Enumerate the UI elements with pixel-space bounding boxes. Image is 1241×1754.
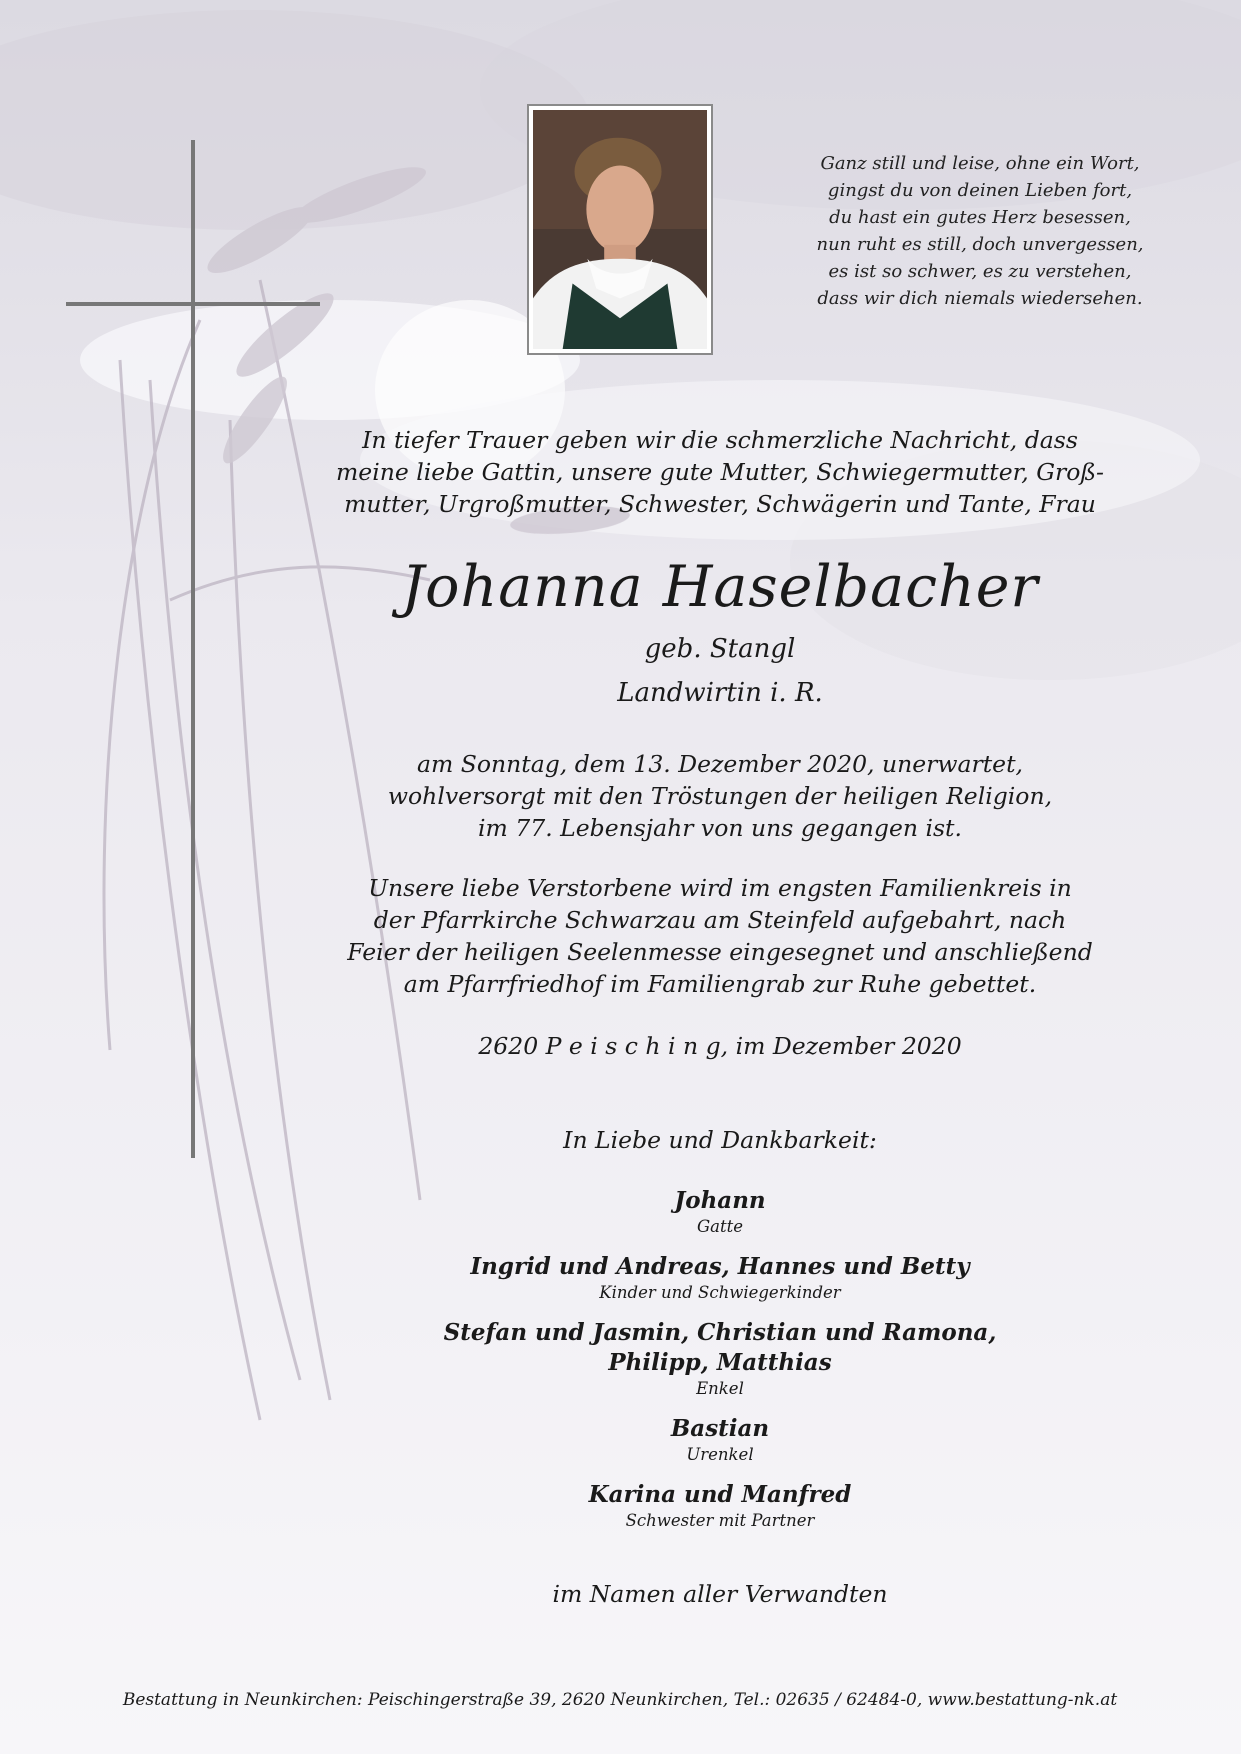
poem-line: gingst du von deinen Lieben fort, — [827, 180, 1133, 201]
death-line: wohlversorgt mit den Tröstungen der heiligen Religion, — [387, 782, 1053, 810]
funeral-line: der Pfarrkirche Schwarzau am Steinfeld aufgebahrt, nach — [373, 906, 1067, 934]
mourner-relation: Enkel — [696, 1379, 744, 1398]
death-notice — [240, 748, 1200, 844]
poem-line: es ist so schwer, es zu verstehen, — [828, 261, 1132, 282]
portrait-image — [533, 110, 707, 349]
intro-line: In tiefer Trauer geben wir die schmerzliche Nachricht, dass — [362, 426, 1078, 454]
funeral-line: am Pfarrfriedhof im Familiengrab zur Ruhe gebettet. — [403, 970, 1037, 998]
place-date: 2620 P e i s c h i n g, im Dezember 2020 — [478, 1032, 962, 1060]
funeral-line: Feier der heiligen Seelenmesse eingesegnet und anschließend — [347, 938, 1093, 966]
intro-line: mutter, Urgroßmutter, Schwester, Schwägerin und Tante, Frau — [344, 490, 1096, 518]
intro-line: meine liebe Gattin, unsere gute Mutter, Schwiegermutter, Groß- — [336, 458, 1104, 486]
poem-line: Ganz still und leise, ohne ein Wort, — [820, 153, 1140, 174]
mourner-relation: Gatte — [696, 1217, 744, 1236]
funeral-text — [240, 872, 1200, 1000]
mourner-name: Philipp, Matthias — [608, 1349, 832, 1376]
funeral-line: Unsere liebe Verstorbene wird im engsten Familienkreis in — [368, 874, 1072, 902]
thanks-line: In Liebe und Dankbarkeit: — [563, 1126, 877, 1154]
mourner-name: Stefan und Jasmin, Christian und Ramona, — [443, 1319, 997, 1346]
mourner-name: Johann — [674, 1187, 766, 1214]
portrait-photo — [527, 104, 713, 355]
memorial-poem — [760, 150, 1200, 312]
death-line: im 77. Lebensjahr von uns gegangen ist. — [478, 814, 962, 842]
death-line: am Sonntag, dem 13. Dezember 2020, unerwartet, — [416, 750, 1024, 778]
cross-vertical-bar — [191, 140, 195, 1158]
mourner-name: Ingrid und Andreas, Hannes und Betty — [470, 1253, 970, 1280]
deceased-name: Johanna Haselbacher — [401, 554, 1039, 620]
cross-horizontal-bar — [66, 302, 320, 306]
poem-line: du hast ein gutes Herz besessen, — [829, 207, 1131, 228]
mourners-list — [240, 1186, 1200, 1546]
mourner-name: Bastian — [670, 1415, 770, 1442]
poem-line: nun ruht es still, doch unvergessen, — [816, 234, 1144, 255]
intro-text — [240, 424, 1200, 520]
mourner-relation: Schwester mit Partner — [625, 1511, 815, 1530]
mourner-relation: Kinder und Schwiegerkinder — [599, 1283, 841, 1302]
closing-line: im Namen aller Verwandten — [552, 1580, 888, 1608]
poem-line: dass wir dich niemals wiedersehen. — [817, 288, 1143, 309]
mourner-relation: Urenkel — [686, 1445, 754, 1464]
occupation: Landwirtin i. R. — [617, 678, 823, 708]
mourner-name: Karina und Manfred — [588, 1481, 852, 1508]
birth-name: geb. Stangl — [644, 634, 796, 664]
funeral-home-footer: Bestattung in Neunkirchen: Peischingerstraße 39, 2620 Neunkirchen, Tel.: 02635 / 62484-0, www.bestattung-nk.at — [122, 1690, 1118, 1710]
